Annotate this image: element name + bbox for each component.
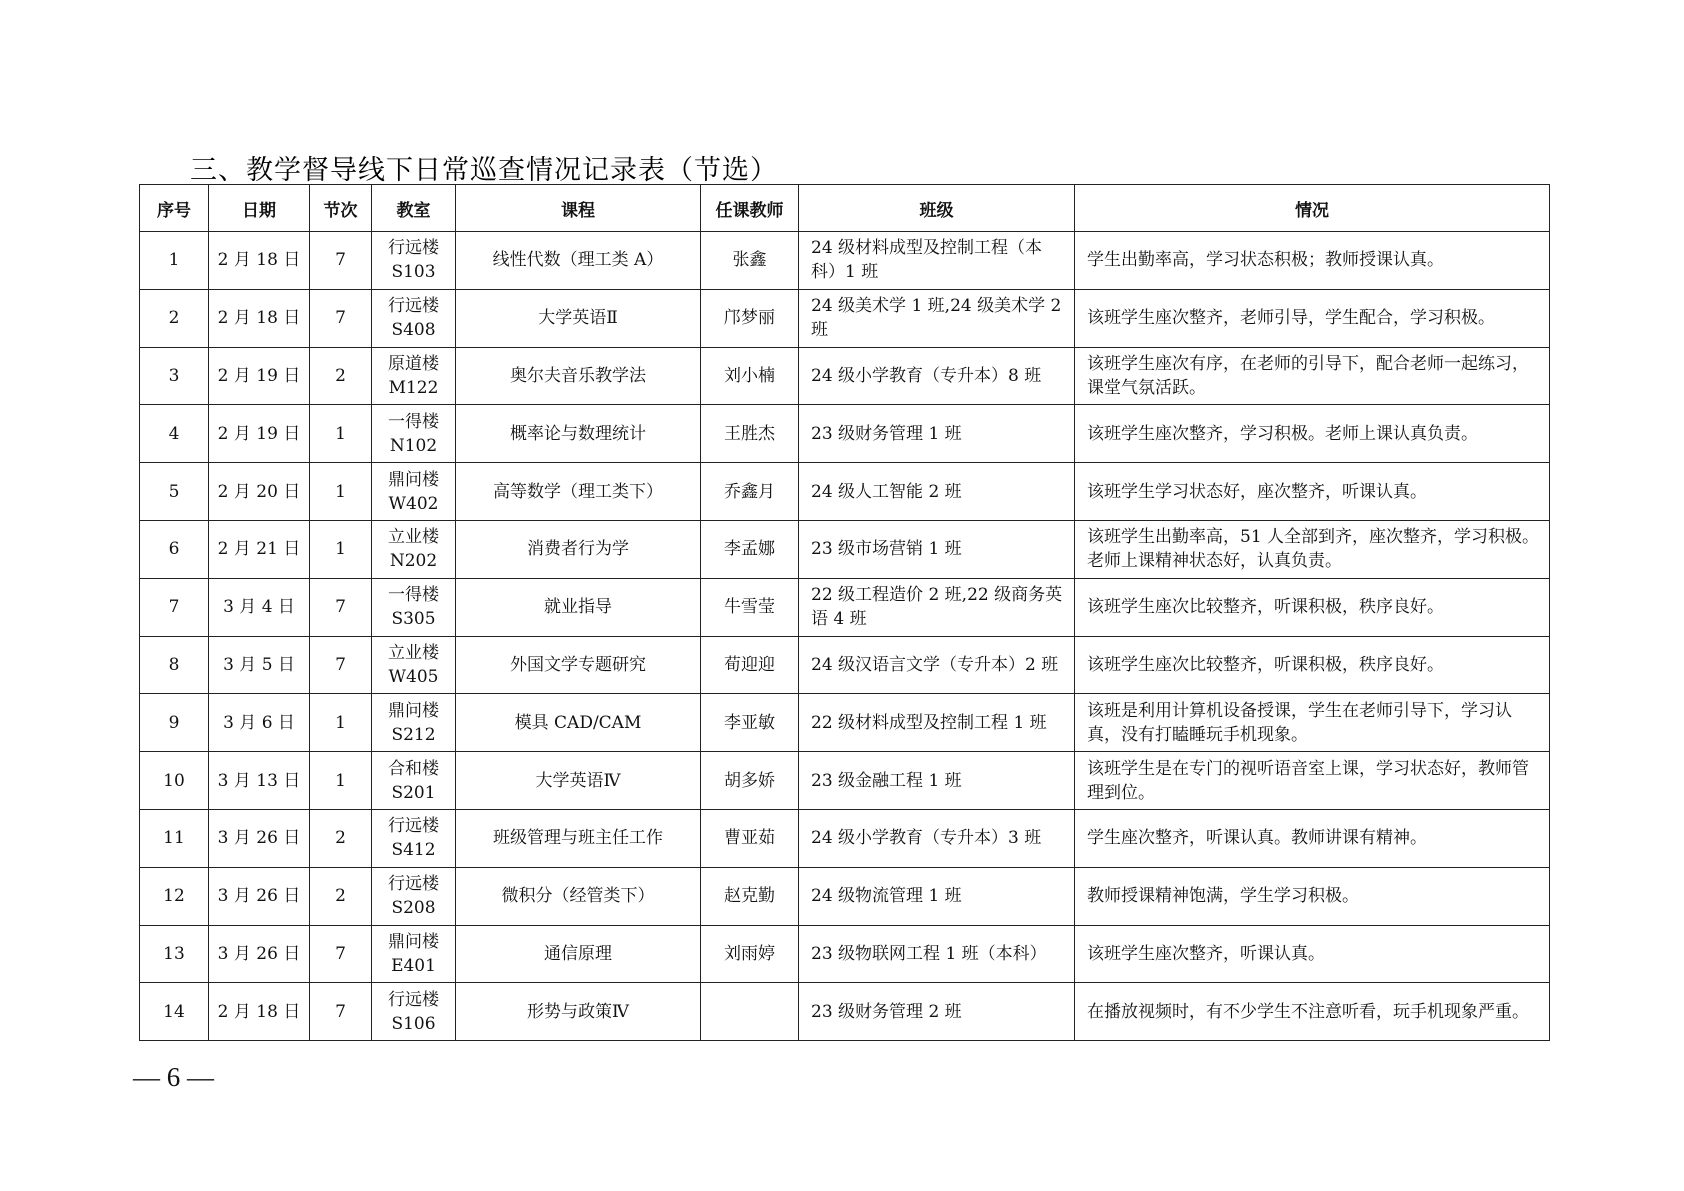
cell-class: 23 级财务管理 1 班 bbox=[799, 405, 1075, 463]
cell-period: 1 bbox=[310, 694, 372, 752]
cell-period: 1 bbox=[310, 520, 372, 578]
cell-period: 7 bbox=[310, 983, 372, 1041]
classroom-room-number: S208 bbox=[391, 898, 436, 919]
cell-class: 22 级工程造价 2 班,22 级商务英语 4 班 bbox=[799, 578, 1075, 636]
cell-course: 奥尔夫音乐教学法 bbox=[456, 347, 701, 405]
cell-situation: 该班学生座次比较整齐，听课积极，秩序良好。 bbox=[1075, 578, 1550, 636]
cell-date: 3 月 26 日 bbox=[209, 809, 310, 867]
classroom-room-number: S103 bbox=[391, 262, 436, 283]
classroom-building: 原道楼 bbox=[388, 353, 439, 374]
cell-teacher: 胡多娇 bbox=[701, 752, 799, 810]
page-number: — 6 — bbox=[133, 1062, 214, 1092]
cell-teacher: 邝梦丽 bbox=[701, 289, 799, 347]
table-row bbox=[140, 463, 1550, 521]
cell-classroom bbox=[372, 289, 456, 347]
cell-situation: 该班学生是在专门的视听语音室上课，学习状态好，教师管理到位。 bbox=[1075, 752, 1550, 810]
cell-class: 23 级市场营销 1 班 bbox=[799, 520, 1075, 578]
cell-date: 2 月 21 日 bbox=[209, 520, 310, 578]
cell-classroom bbox=[372, 232, 456, 290]
cell-period: 1 bbox=[310, 405, 372, 463]
cell-serial-no: 2 bbox=[140, 289, 209, 347]
classroom-building: 行远楼 bbox=[388, 874, 439, 895]
cell-class: 24 级小学教育（专升本）3 班 bbox=[799, 809, 1075, 867]
cell-serial-no: 3 bbox=[140, 347, 209, 405]
cell-situation: 该班学生座次整齐，学习积极。老师上课认真负责。 bbox=[1075, 405, 1550, 463]
header-period: 节次 bbox=[310, 185, 372, 232]
cell-teacher: 李亚敏 bbox=[701, 694, 799, 752]
cell-period: 2 bbox=[310, 347, 372, 405]
cell-serial-no: 1 bbox=[140, 232, 209, 290]
cell-teacher bbox=[701, 983, 799, 1041]
cell-teacher: 王胜杰 bbox=[701, 405, 799, 463]
cell-serial-no: 13 bbox=[140, 925, 209, 983]
cell-date: 2 月 20 日 bbox=[209, 463, 310, 521]
cell-period: 7 bbox=[310, 925, 372, 983]
header-date: 日期 bbox=[209, 185, 310, 232]
classroom-room-number: S412 bbox=[391, 840, 436, 861]
cell-serial-no: 8 bbox=[140, 636, 209, 694]
cell-period: 2 bbox=[310, 867, 372, 925]
cell-serial-no: 11 bbox=[140, 809, 209, 867]
cell-course: 线性代数（理工类 A） bbox=[456, 232, 701, 290]
table-header-row bbox=[140, 185, 1550, 232]
cell-period: 1 bbox=[310, 463, 372, 521]
cell-classroom bbox=[372, 867, 456, 925]
cell-teacher: 曹亚茹 bbox=[701, 809, 799, 867]
cell-situation: 该班学生出勤率高，51 人全部到齐，座次整齐，学习积极。老师上课精神状态好，认真负责。 bbox=[1075, 520, 1550, 578]
classroom-room-number: S201 bbox=[391, 782, 436, 803]
cell-situation: 该班学生座次整齐，老师引导，学生配合，学习积极。 bbox=[1075, 289, 1550, 347]
cell-serial-no: 9 bbox=[140, 694, 209, 752]
classroom-room-number: N102 bbox=[389, 435, 438, 456]
table-row bbox=[140, 232, 1550, 290]
table-row bbox=[140, 983, 1550, 1041]
cell-class: 24 级小学教育（专升本）8 班 bbox=[799, 347, 1075, 405]
table-row bbox=[140, 520, 1550, 578]
cell-serial-no: 7 bbox=[140, 578, 209, 636]
table-row bbox=[140, 636, 1550, 694]
classroom-building: 行远楼 bbox=[388, 238, 439, 259]
classroom-room-number: S106 bbox=[391, 1013, 436, 1034]
classroom-building: 行远楼 bbox=[388, 989, 439, 1010]
cell-date: 3 月 26 日 bbox=[209, 925, 310, 983]
table-row bbox=[140, 405, 1550, 463]
cell-situation: 学生座次整齐，听课认真。教师讲课有精神。 bbox=[1075, 809, 1550, 867]
classroom-building: 一得楼 bbox=[388, 411, 439, 432]
classroom-building: 鼎问楼 bbox=[388, 700, 439, 721]
cell-situation: 在播放视频时，有不少学生不注意听看，玩手机现象严重。 bbox=[1075, 983, 1550, 1041]
cell-period: 7 bbox=[310, 232, 372, 290]
cell-date: 3 月 4 日 bbox=[209, 578, 310, 636]
cell-class: 23 级物联网工程 1 班（本科） bbox=[799, 925, 1075, 983]
cell-situation: 该班学生座次有序，在老师的引导下，配合老师一起练习，课堂气氛活跃。 bbox=[1075, 347, 1550, 405]
cell-course: 大学英语Ⅳ bbox=[456, 752, 701, 810]
cell-class: 24 级人工智能 2 班 bbox=[799, 463, 1075, 521]
cell-classroom bbox=[372, 636, 456, 694]
cell-situation: 该班学生座次比较整齐，听课积极，秩序良好。 bbox=[1075, 636, 1550, 694]
cell-classroom bbox=[372, 520, 456, 578]
header-serial-no: 序号 bbox=[140, 185, 209, 232]
table-row bbox=[140, 925, 1550, 983]
cell-class: 24 级汉语言文学（专升本）2 班 bbox=[799, 636, 1075, 694]
cell-teacher: 荀迎迎 bbox=[701, 636, 799, 694]
cell-date: 2 月 18 日 bbox=[209, 983, 310, 1041]
classroom-room-number: W402 bbox=[388, 493, 439, 514]
cell-course: 就业指导 bbox=[456, 578, 701, 636]
cell-teacher: 张鑫 bbox=[701, 232, 799, 290]
classroom-building: 行远楼 bbox=[388, 816, 439, 837]
cell-class: 23 级财务管理 2 班 bbox=[799, 983, 1075, 1041]
classroom-building: 鼎问楼 bbox=[388, 931, 439, 952]
header-class: 班级 bbox=[799, 185, 1075, 232]
cell-classroom bbox=[372, 925, 456, 983]
cell-course: 模具 CAD/CAM bbox=[456, 694, 701, 752]
cell-period: 7 bbox=[310, 636, 372, 694]
classroom-room-number: E401 bbox=[391, 955, 436, 976]
cell-serial-no: 14 bbox=[140, 983, 209, 1041]
header-teacher: 任课教师 bbox=[701, 185, 799, 232]
classroom-room-number: S305 bbox=[391, 609, 436, 630]
cell-class: 22 级材料成型及控制工程 1 班 bbox=[799, 694, 1075, 752]
cell-classroom bbox=[372, 752, 456, 810]
cell-date: 3 月 26 日 bbox=[209, 867, 310, 925]
classroom-building: 立业楼 bbox=[388, 527, 439, 548]
cell-course: 班级管理与班主任工作 bbox=[456, 809, 701, 867]
header-course: 课程 bbox=[456, 185, 701, 232]
classroom-room-number: W405 bbox=[388, 666, 439, 687]
cell-class: 24 级物流管理 1 班 bbox=[799, 867, 1075, 925]
cell-course: 外国文学专题研究 bbox=[456, 636, 701, 694]
cell-date: 2 月 18 日 bbox=[209, 232, 310, 290]
table-row bbox=[140, 867, 1550, 925]
cell-date: 2 月 19 日 bbox=[209, 405, 310, 463]
cell-teacher: 刘雨婷 bbox=[701, 925, 799, 983]
classroom-building: 立业楼 bbox=[388, 642, 439, 663]
cell-classroom bbox=[372, 694, 456, 752]
cell-date: 3 月 6 日 bbox=[209, 694, 310, 752]
cell-period: 7 bbox=[310, 289, 372, 347]
classroom-building: 一得楼 bbox=[388, 585, 439, 606]
cell-classroom bbox=[372, 405, 456, 463]
cell-classroom bbox=[372, 809, 456, 867]
cell-situation: 该班是利用计算机设备授课，学生在老师引导下，学习认真，没有打瞌睡玩手机现象。 bbox=[1075, 694, 1550, 752]
table-row bbox=[140, 752, 1550, 810]
classroom-room-number: S212 bbox=[391, 724, 436, 745]
classroom-building: 鼎问楼 bbox=[388, 469, 439, 490]
cell-date: 2 月 18 日 bbox=[209, 289, 310, 347]
classroom-building: 行远楼 bbox=[388, 296, 439, 317]
header-classroom: 教室 bbox=[372, 185, 456, 232]
cell-classroom bbox=[372, 347, 456, 405]
cell-course: 通信原理 bbox=[456, 925, 701, 983]
cell-course: 形势与政策Ⅳ bbox=[456, 983, 701, 1041]
cell-teacher: 乔鑫月 bbox=[701, 463, 799, 521]
cell-course: 大学英语Ⅱ bbox=[456, 289, 701, 347]
cell-period: 7 bbox=[310, 578, 372, 636]
cell-class: 23 级金融工程 1 班 bbox=[799, 752, 1075, 810]
cell-teacher: 牛雪莹 bbox=[701, 578, 799, 636]
cell-serial-no: 4 bbox=[140, 405, 209, 463]
classroom-building: 合和楼 bbox=[388, 758, 439, 779]
table-row bbox=[140, 289, 1550, 347]
cell-course: 消费者行为学 bbox=[456, 520, 701, 578]
classroom-room-number: N202 bbox=[389, 551, 438, 572]
cell-serial-no: 12 bbox=[140, 867, 209, 925]
cell-serial-no: 10 bbox=[140, 752, 209, 810]
cell-classroom bbox=[372, 983, 456, 1041]
cell-situation: 学生出勤率高，学习状态积极；教师授课认真。 bbox=[1075, 232, 1550, 290]
cell-period: 2 bbox=[310, 809, 372, 867]
classroom-room-number: M122 bbox=[388, 377, 439, 398]
cell-date: 2 月 19 日 bbox=[209, 347, 310, 405]
cell-serial-no: 6 bbox=[140, 520, 209, 578]
cell-teacher: 刘小楠 bbox=[701, 347, 799, 405]
inspection-record-table bbox=[139, 184, 1550, 1041]
cell-class: 24 级美术学 1 班,24 级美术学 2 班 bbox=[799, 289, 1075, 347]
cell-teacher: 赵克勤 bbox=[701, 867, 799, 925]
cell-classroom bbox=[372, 463, 456, 521]
cell-date: 3 月 13 日 bbox=[209, 752, 310, 810]
table-row bbox=[140, 347, 1550, 405]
cell-class: 24 级材料成型及控制工程（本科）1 班 bbox=[799, 232, 1075, 290]
cell-date: 3 月 5 日 bbox=[209, 636, 310, 694]
classroom-room-number: S408 bbox=[391, 320, 436, 341]
cell-course: 微积分（经管类下） bbox=[456, 867, 701, 925]
table-row bbox=[140, 578, 1550, 636]
header-situation: 情况 bbox=[1075, 185, 1550, 232]
cell-classroom bbox=[372, 578, 456, 636]
table-row bbox=[140, 694, 1550, 752]
cell-period: 1 bbox=[310, 752, 372, 810]
cell-course: 高等数学（理工类下） bbox=[456, 463, 701, 521]
cell-teacher: 李孟娜 bbox=[701, 520, 799, 578]
cell-serial-no: 5 bbox=[140, 463, 209, 521]
page-title: 三、教学督导线下日常巡查情况记录表（节选） bbox=[190, 155, 778, 186]
cell-situation: 该班学生座次整齐，听课认真。 bbox=[1075, 925, 1550, 983]
table-row bbox=[140, 809, 1550, 867]
cell-course: 概率论与数理统计 bbox=[456, 405, 701, 463]
cell-situation: 该班学生学习状态好，座次整齐，听课认真。 bbox=[1075, 463, 1550, 521]
cell-situation: 教师授课精神饱满，学生学习积极。 bbox=[1075, 867, 1550, 925]
